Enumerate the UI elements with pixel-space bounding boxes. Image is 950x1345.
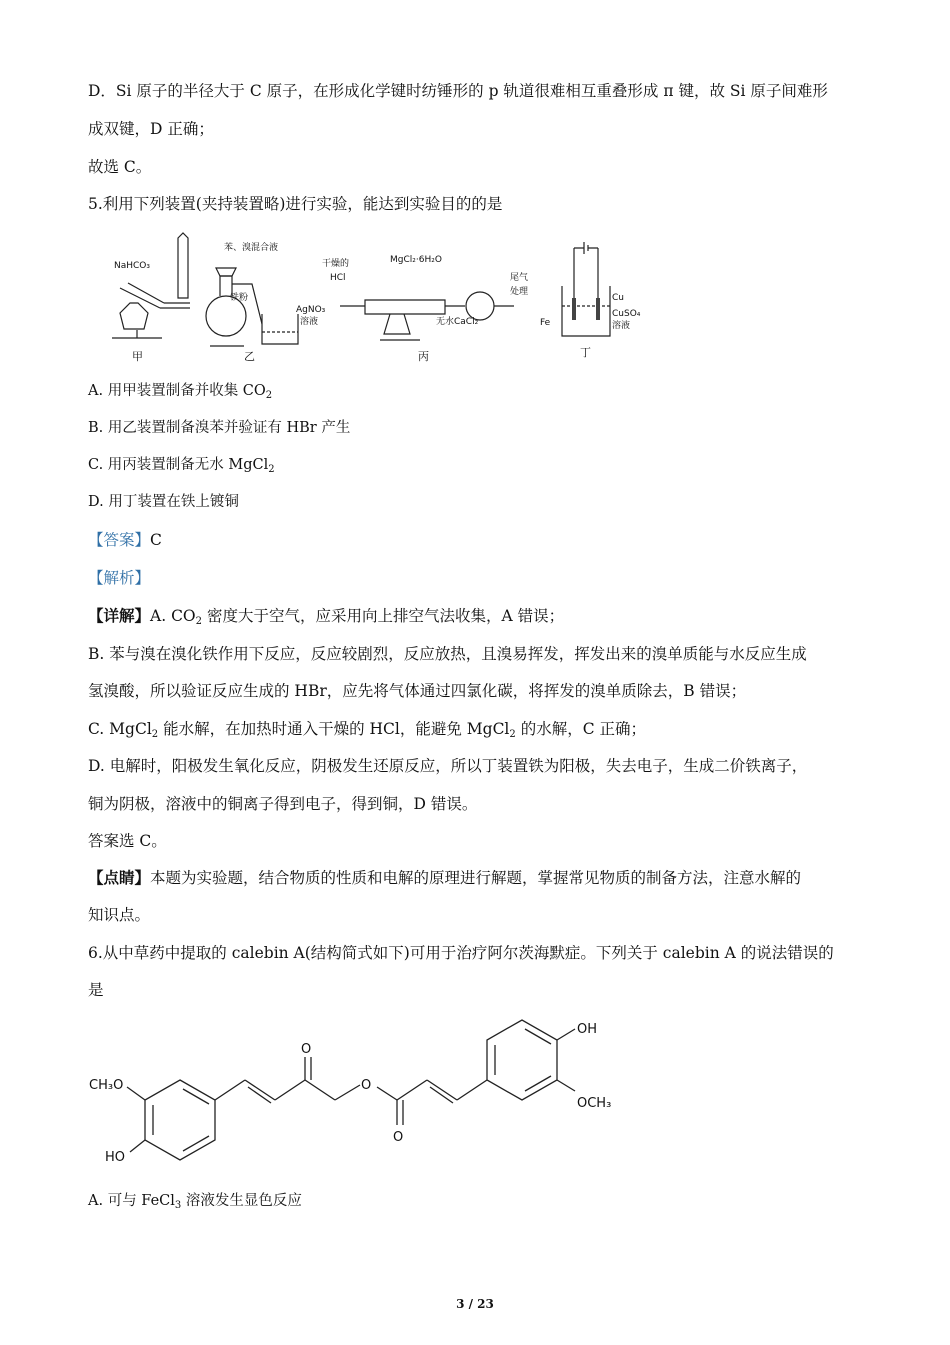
d-explanation-line-2: 成双键，D 正确； [88, 120, 214, 138]
calebin-a-structure [85, 1015, 645, 1165]
yi-top-label: 苯、溴混合液 [224, 243, 279, 253]
bing-label: 丙 [418, 350, 429, 363]
bing-cacl-label: 无水CaCl₂ [436, 317, 479, 327]
q6-option-a: A. 可与 FeCl$_3$ 溶液发生显色反应 [88, 1193, 302, 1211]
oh-label: OH [577, 1022, 598, 1037]
question-5-stem: 5.利用下列装置(夹持装置略)进行实验，能达到实验目的的是 [88, 195, 503, 213]
detail-tag: 【详解】 [88, 606, 151, 625]
ding-solution-label: 溶液 [612, 321, 631, 331]
ch3o-label: CH₃O [89, 1078, 124, 1093]
page-number: 3 / 23 [456, 1297, 494, 1311]
ho-label: HO [105, 1150, 126, 1165]
detail-d-line-1: D. 电解时，阳极发生氧化反应，阴极发生还原反应，所以丁装置铁为阳极，失去电子，生成二价铁离子， [88, 757, 808, 775]
bing-tail-label-2: 处理 [510, 287, 529, 297]
detail-c: C. MgCl$_2$ 能水解，在加热时通入干燥的 HCl，能避免 MgCl$_2$ 的水解，C 正确； [88, 720, 646, 740]
analysis-tag: 【解析】 [88, 569, 151, 587]
ketone-o-label: O [301, 1042, 312, 1057]
choose-c-line: 故选 C。 [88, 158, 152, 176]
question-6-stem-1: 6.从中草药中提取的 calebin A(结构简式如下)可用于治疗阿尔茨海默症。下列关于 calebin A 的说法错误的 [88, 944, 834, 962]
ding-label: 丁 [580, 346, 591, 359]
q5-option-a: A. 用甲装置制备并收集 $CO_2$ [88, 383, 273, 401]
answer-line: 【答案】C [88, 531, 162, 549]
yi-label: 乙 [244, 350, 255, 363]
yi-solution-label: 溶液 [300, 317, 319, 327]
d-explanation-line-1: D．Si 原子的半径大于 C 原子，在形成化学键时纺锤形的 p 轨道很难相互重叠形成 π 键，故 Si 原子间难形 [88, 82, 828, 100]
bing-salt-label: MgCl₂·6H₂O [390, 255, 442, 265]
comment-tag: 【点睛】 [88, 868, 151, 887]
answer-choose-c: 答案选 C。 [88, 832, 167, 850]
q5-option-c: C. 用丙装置制备无水 MgCl$_2$ [88, 457, 275, 475]
q5-option-d: D. 用丁装置在铁上镀铜 [88, 494, 239, 510]
detail-b-line-1: B. 苯与溴在溴化铁作用下反应，反应较剧烈，反应放热，且溴易挥发，挥发出来的溴单质能与水反应生成 [88, 645, 807, 663]
yi-silver-label: AgNO₃ [296, 305, 326, 315]
q5-option-b: B. 用乙装置制备溴苯并验证有 HBr 产生 [88, 420, 351, 436]
bing-dry-label: 干燥的 [322, 259, 350, 269]
yi-iron-label: 铁粉 [230, 293, 249, 303]
jia-label: 甲 [132, 350, 143, 363]
bing-hcl-label: HCl [330, 273, 346, 283]
question-6-stem-2: 是 [88, 981, 104, 999]
comment-line-1: 【点睛】本题为实验题，结合物质的性质和电解的原理进行解题，掌握常见物质的制备方法，注意水解的 [88, 868, 802, 887]
answer-tag: 【答案】 [88, 531, 151, 549]
ester-o-label: O [361, 1078, 372, 1093]
jia-reagent-label: NaHCO₃ [114, 261, 150, 271]
detail-d-line-2: 铜为阴极，溶液中的铜离子得到电子，得到铜，D 错误。 [88, 795, 478, 813]
ding-cu-label: Cu [612, 293, 624, 303]
detail-a: 【详解】A. $CO_2$ 密度大于空气，应采用向上排空气法收集，A 错误； [88, 606, 565, 627]
detail-b-line-2: 氢溴酸，所以验证反应生成的 HBr，应先将气体通过四氯化碳，将挥发的溴单质除去，B 错误； [88, 682, 747, 700]
apparatus-figure [100, 228, 680, 368]
och3-label: OCH₃ [577, 1096, 612, 1111]
ding-cuso4-label: CuSO₄ [612, 309, 641, 319]
ding-fe-label: Fe [540, 318, 551, 328]
comment-line-2: 知识点。 [88, 906, 151, 924]
carbonyl-o-label: O [393, 1130, 404, 1145]
bing-tail-label-1: 尾气 [510, 273, 529, 283]
